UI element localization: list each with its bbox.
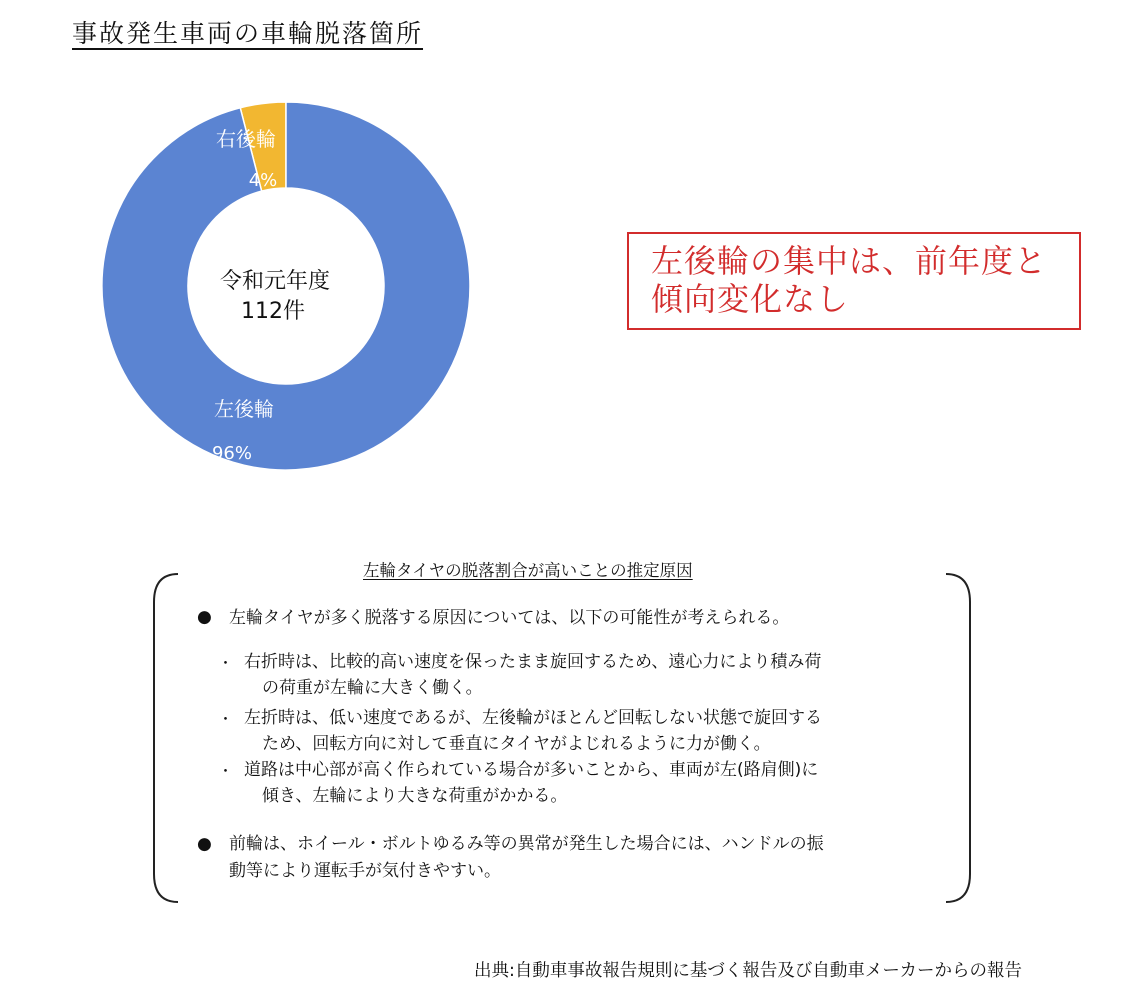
bullet-2-icon: ● — [197, 834, 212, 854]
bullet-1-text: 左輪タイヤが多く脱落する原因については、以下の可能性が考えられる。 — [229, 608, 790, 628]
sub-bullet-3-icon: ・ — [218, 762, 234, 780]
slice-label-1: 右後輪 — [216, 127, 276, 151]
center-label-year: 令和元年度 — [219, 269, 331, 294]
bullet-2-line-2: 動等により運転手が気付きやすい。 — [229, 861, 501, 881]
slice-label-2: 左後輪 — [214, 397, 274, 421]
sub-bullet-3-line-2: 傾き、左輪により大きな荷重がかかる。 — [262, 786, 568, 806]
sub-bullet-1-line-2: の荷重が左輪に大きく働く。 — [262, 678, 483, 698]
source-note: 出典:自動車事故報告規則に基づく報告及び自動車メーカーからの報告 — [474, 961, 1023, 981]
callout-box — [627, 232, 1081, 330]
sub-bullet-1-icon: ・ — [218, 654, 234, 672]
callout-line-2: 傾向変化なし — [651, 280, 850, 318]
sub-bullet-2-line-1: 左折時は、低い速度であるが、左後輪がほとんど回転しない状態で旋回する — [244, 708, 822, 728]
donut-chart — [100, 100, 472, 472]
center-label-count: 112件 — [241, 299, 305, 324]
bullet-2-line-1: 前輪は、ホイール・ボルトゆるみ等の異常が発生した場合には、ハンドルの振 — [229, 834, 824, 854]
sub-bullet-2-icon: ・ — [218, 710, 234, 728]
slice-value-label-2: 96% — [211, 443, 253, 464]
callout-line-1: 左後輪の集中は、前年度と — [651, 242, 1048, 280]
slice-value-label-1: 4% — [248, 170, 278, 191]
sub-bullet-1-line-1: 右折時は、比較的高い速度を保ったまま旋回するため、遠心力により積み荷 — [244, 652, 822, 672]
sub-bullet-3-line-1: 道路は中心部が高く作られている場合が多いことから、車両が左(路肩側)に — [244, 760, 819, 780]
causes-title: 左輪タイヤの脱落割合が高いことの推定原因 — [357, 557, 699, 581]
page-title: 事故発生車両の車輪脱落箇所 — [72, 19, 424, 48]
bullet-1-icon: ● — [197, 607, 212, 627]
sub-bullet-2-line-2: ため、回転方向に対して垂直にタイヤがよじれるように力が働く。 — [262, 734, 771, 754]
